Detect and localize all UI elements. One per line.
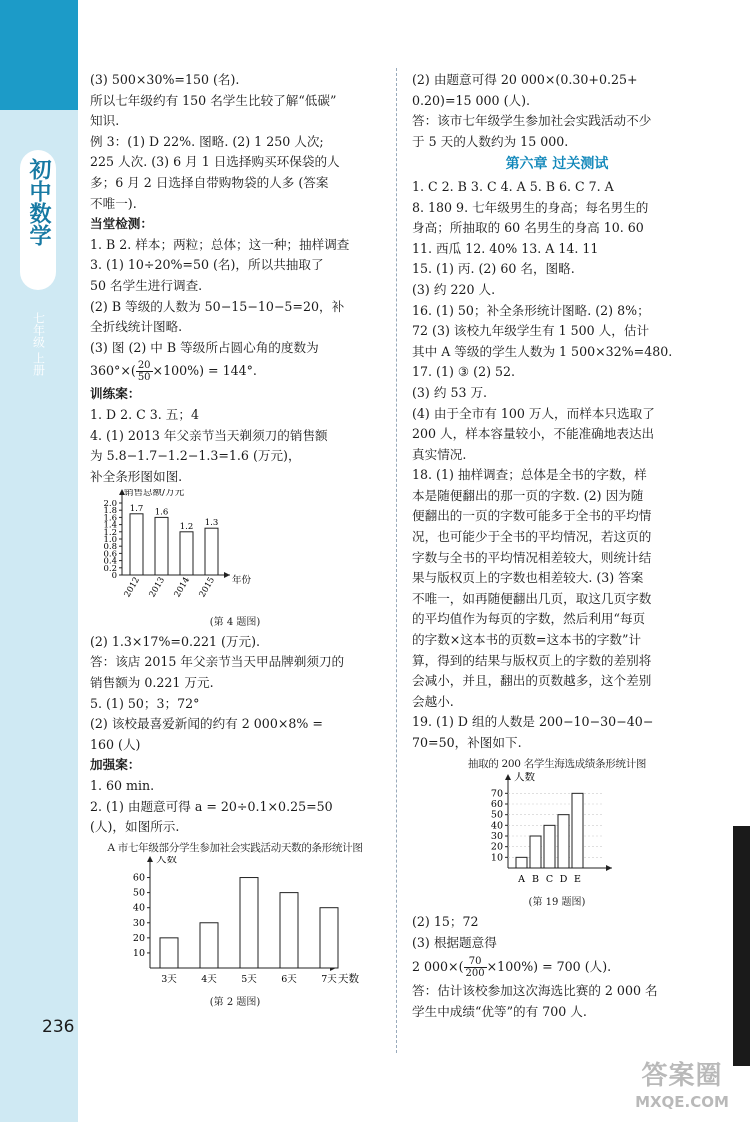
grade-text: 七年级 上册 [31, 312, 46, 376]
text-line: 销售额为 0.221 万元. [90, 675, 214, 691]
data-label: 1.7 [129, 504, 144, 515]
text-line: 学生中成绩“优等”的有 700 人. [412, 1003, 587, 1019]
text-line: 2. (1) 由题意可得 a = 20÷0.1×0.25=50 [90, 798, 333, 814]
text-line: (2) B 等级的人数为 50−15−10−5=20，补 [90, 298, 345, 314]
text-line: (3) 图 (2) 中 B 等级所占圆心角的度数为 [90, 339, 319, 355]
y-tick-label: 1.2 [103, 528, 117, 539]
text-line: 8. 180 9. 七年级男生的身高；每名男生的 [412, 199, 649, 215]
text-line: 的字数×这本书的页数=这本书的字数”计 [412, 632, 642, 648]
y-tick-label: 30 [132, 917, 145, 929]
text-line: 便翻出的一页的字数可能多于全书的平均情 [412, 508, 652, 524]
text-line: 多；6 月 2 日选择自带购物袋的人多 (答案 [90, 174, 329, 190]
right-column [412, 70, 702, 1023]
text-line: 算，得到的结果与版权页上的字数的差别将 [412, 652, 652, 668]
figure-caption: (第 2 题图) [209, 997, 261, 1009]
data-label: 1.6 [154, 507, 169, 518]
x-tick-label: 5天 [241, 973, 257, 985]
text-line: 1. 60 min. [90, 778, 155, 794]
text-line: 真实情况. [412, 446, 467, 462]
left-column [90, 70, 380, 1012]
y-tick-label: 50 [132, 887, 145, 899]
y-tick-label: 0.2 [103, 564, 117, 575]
y-tick-label: 0.4 [103, 556, 117, 567]
x-tick-label: A [518, 873, 525, 885]
text-line: (3) 500×30%=150 (名). [90, 72, 240, 87]
bar-chart-activity-days [90, 856, 380, 990]
watermark [612, 1060, 750, 1120]
y-tick-label: 1.8 [103, 506, 117, 517]
x-tick-label: B [532, 873, 539, 885]
x-tick-label: 4天 [201, 973, 217, 985]
fraction-denominator: 50 [137, 372, 151, 384]
y-tick-label: 20 [490, 841, 503, 853]
watermark-url: MXQE.COM [635, 1093, 729, 1111]
page-edge-tab [733, 826, 750, 1066]
bar [160, 938, 178, 968]
text-line: 为 5.8−1.7−1.2−1.3=1.6 (万元)， [90, 448, 301, 464]
y-tick-label: 40 [132, 902, 145, 914]
bar [516, 857, 527, 868]
bar [240, 877, 258, 967]
bar [200, 923, 218, 968]
text-line: 5. (1) 50；3；72° [90, 695, 200, 711]
x-tick-label: 7天 [321, 973, 337, 985]
y-tick-label: 1.4 [103, 520, 117, 531]
figure-q2 [90, 840, 380, 1011]
bar [558, 814, 569, 867]
x-axis-label: 天数 [338, 972, 359, 985]
text-line: 200 人，样本容量较小，不能准确地表达出 [412, 426, 655, 442]
x-tick-label: 2013 [147, 575, 168, 600]
x-tick-label: 2014 [172, 575, 193, 600]
text-line: 会越小. [412, 693, 454, 709]
text-line: 不唯一，如再随便翻出几页，取这几页字数 [412, 590, 652, 606]
bar [205, 528, 218, 575]
x-tick-label: 3天 [161, 973, 177, 985]
text-line: (2) 由题意可得 20 000×(0.30+0.25+ [412, 72, 638, 87]
chart-title: A 市七年级部分学生参加社会实践活动天数的条形统计图 [107, 841, 363, 854]
figure-q19 [412, 756, 702, 911]
y-tick-label: 40 [490, 819, 503, 831]
x-tick-label: 6天 [281, 973, 297, 985]
bar [130, 514, 143, 575]
formula-line [90, 358, 380, 384]
y-tick-label: 1.6 [103, 513, 117, 524]
y-tick-label: 10 [132, 947, 145, 959]
text-line: 的平均值作为每页的字数，然后利用“每页 [412, 611, 646, 627]
text-line: 15. (1) 丙. (2) 60 名，图略. [412, 261, 575, 277]
x-tick-label: 2012 [122, 575, 143, 600]
y-tick-label: 60 [490, 798, 503, 810]
y-tick-label: 60 [132, 872, 145, 884]
figure-q4 [90, 489, 380, 630]
text-line: 知识. [90, 113, 120, 129]
chapter-heading: 第六章 过关测试 [505, 156, 609, 173]
text-line: 1. C 2. B 3. C 4. A 5. B 6. C 7. A [412, 178, 614, 194]
text-line: 50 名学生进行调查. [90, 277, 203, 293]
book-title-badge [20, 150, 56, 290]
formula-text: 360°×( [90, 363, 136, 379]
text-line: 况，也可能少于全书的平均情况，若这页的 [412, 529, 652, 545]
y-tick-label: 10 [490, 851, 503, 863]
bar-chart-scores [412, 772, 702, 890]
text-line: 答：估计该校参加这次海选比赛的 2 000 名 [412, 983, 658, 999]
data-label: 1.2 [179, 522, 194, 533]
y-tick-label: 20 [132, 932, 145, 944]
page-number: 236 [42, 1017, 75, 1037]
text-line: 于 5 天的人数约为 15 000. [412, 133, 569, 149]
fraction-denominator: 200 [465, 968, 485, 980]
text-line: 答：该市七年级学生参加社会实践活动不少 [412, 113, 652, 129]
x-tick-label: E [574, 873, 581, 885]
bar [180, 532, 193, 575]
text-line: 全折线统计图略. [90, 319, 183, 335]
text-line: 答：该店 2015 年父亲节当天甲品牌剃须刀的 [90, 654, 345, 670]
text-line: 0.20)=15 000 (人). [412, 92, 530, 108]
section-heading: 训练案： [90, 386, 141, 402]
bar-chart-sales [90, 489, 290, 609]
formula-line [412, 953, 702, 981]
bar [544, 825, 555, 868]
y-tick-label: 1.0 [103, 535, 117, 546]
y-tick-label: 2.0 [103, 499, 117, 510]
text-line: 16. (1) 50；补全条形统计图略. (2) 8%； [412, 302, 650, 318]
text-line: 11. 西瓜 12. 40% 13. A 14. 11 [412, 240, 599, 256]
text-line: 160 (人) [90, 736, 141, 752]
y-axis-arrow [147, 856, 153, 862]
x-axis-arrow [606, 865, 612, 871]
figure-caption: (第 4 题图) [209, 616, 261, 628]
text-line: 果与版权页上的字数也相差较大. (3) 答案 [412, 570, 644, 586]
y-tick-label: 0.8 [103, 542, 117, 553]
text-line: 19. (1) D 组的人数是 200−10−30−40− [412, 714, 654, 730]
grade-label [24, 312, 52, 380]
text-line: 身高；所抽取的 60 名男生的身高 10. 60 [412, 220, 644, 236]
y-tick-label: 50 [490, 809, 503, 821]
text-line: (2) 该校最喜爱新闻的约有 2 000×8% = [90, 716, 323, 732]
watermark-logo: 答案圈 [641, 1061, 723, 1091]
y-tick-label: 30 [490, 830, 503, 842]
y-axis-arrow [505, 774, 511, 780]
text-line: 72 (3) 该校九年级学生有 1 500 人，估计 [412, 323, 650, 339]
text-line: (2) 15；72 [412, 914, 479, 930]
bar [530, 836, 541, 868]
text-line: 225 人次. (3) 6 月 1 日选择购买环保袋的人 [90, 154, 340, 170]
fraction [464, 956, 487, 979]
formula-text: ×100%) = 700 (人). [486, 959, 612, 975]
bar [280, 892, 298, 967]
text-line: (人)，如图所示. [90, 819, 180, 835]
data-label: 1.3 [204, 518, 219, 529]
text-line: (3) 约 220 人. [412, 281, 496, 297]
x-tick-label: C [545, 873, 554, 885]
y-axis-label: 人数 [156, 855, 177, 865]
figure-caption: (第 19 题图) [528, 897, 586, 909]
fraction [136, 360, 153, 383]
text-line: 1. B 2. 样本；两粒；总体；这一种；抽样调查 [90, 236, 350, 252]
text-line: (3) 根据题意得 [412, 934, 497, 950]
section-heading: 加强案： [90, 757, 141, 773]
text-line: 3. (1) 10÷20%=50 (名)，所以共抽取了 [90, 257, 324, 273]
column-divider [396, 68, 397, 1053]
text-line: 字数与全书的平均情况相差较大，则统计结 [412, 549, 652, 565]
text-line: 本是随便翻出的那一页的字数. (2) 因为随 [412, 487, 644, 503]
y-tick-label: 0.6 [103, 549, 117, 560]
x-tick-label: 2015 [197, 575, 218, 600]
x-tick-label: D [559, 873, 568, 885]
text-line: 会减小，并且，翻出的页数越多，这个差别 [412, 673, 652, 689]
text-line: 所以七年级约有 150 名学生比较了解“低碳” [90, 92, 337, 108]
x-axis-arrow [224, 572, 230, 578]
formula-text: 2 000×( [412, 959, 464, 975]
text-line: 例 3：(1) D 22%. 图略. (2) 1 250 人次; [90, 133, 324, 149]
text-line: (4) 由于全市有 100 万人，而样本只选取了 [412, 405, 655, 421]
text-line: (2) 1.3×17%=0.221 (万元). [90, 633, 261, 649]
x-axis-label: 年份 [232, 575, 252, 587]
bar [320, 908, 338, 968]
y-tick-label: 70 [490, 787, 503, 799]
text-line: 补全条形图如图. [90, 468, 183, 484]
text-line: 18. (1) 抽样调查；总体是全书的字数，样 [412, 467, 647, 483]
fraction-numerator: 70 [464, 956, 487, 968]
text-line: 不唯一). [90, 195, 137, 211]
text-line: 4. (1) 2013 年父亲节当天剃须刀的销售额 [90, 427, 328, 443]
y-tick-label: 0 [111, 571, 117, 582]
text-line: (3) 约 53 万. [412, 384, 488, 400]
text-line: 1. D 2. C 3. 五；4 [90, 406, 199, 422]
formula-text: ×100%) = 144°. [152, 363, 257, 379]
section-heading: 当堂检测： [90, 216, 153, 232]
y-axis-label: 人数 [514, 771, 535, 783]
bar [572, 793, 583, 868]
book-title: 初中数学 [26, 158, 51, 246]
text-line: 17. (1) ③ (2) 52. [412, 364, 516, 380]
chart-title: 抽取的 200 名学生海选成绩条形统计图 [467, 757, 647, 770]
text-line: 70=50，补图如下. [412, 735, 522, 750]
bar [155, 518, 168, 576]
y-axis-label: 销售总额/万元 [124, 489, 185, 499]
text-line: 其中 A 等级的学生人数为 1 500×32%=480. [412, 343, 673, 359]
fraction-numerator: 20 [137, 360, 151, 372]
